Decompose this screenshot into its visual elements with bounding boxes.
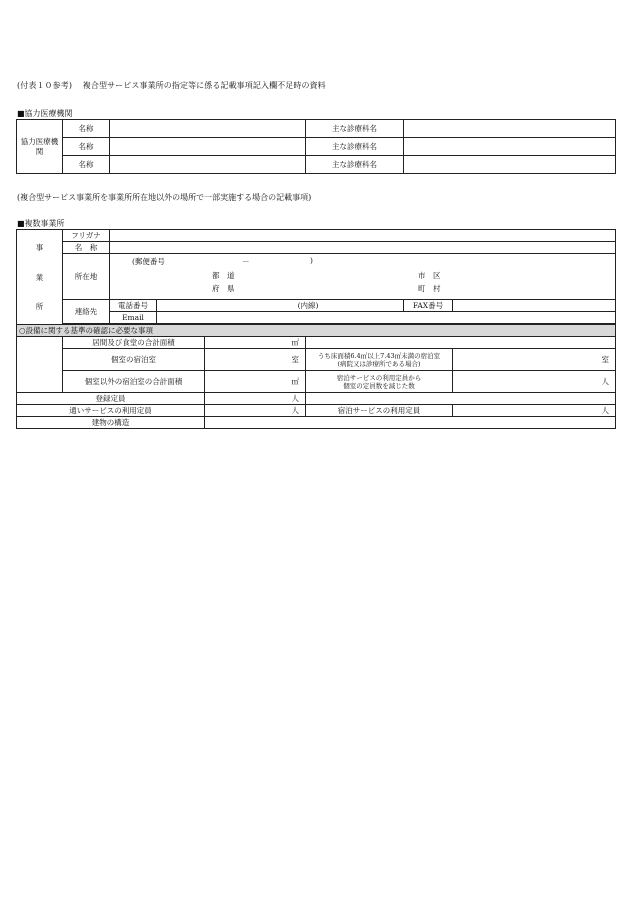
private-rooms-unit: 室 <box>291 355 299 364</box>
registered-blank <box>306 393 616 405</box>
postal-label: (郵便番号 <box>132 257 165 266</box>
name-field-3[interactable] <box>110 156 306 174</box>
other-area-label: 個室以外の宿泊室の合計面積 <box>63 371 205 393</box>
name-field-1[interactable] <box>110 120 306 138</box>
stay-users-unit: 人 <box>601 406 610 415</box>
ext-label: (内線) <box>297 301 319 310</box>
stay-users-minus-unit: 人 <box>601 377 610 386</box>
note-text: (複合型サービス事業所を事業所所在地以外の場所で一部実施する場合の記載事項) <box>17 193 312 202</box>
section-title-cooperating-medical: ■協力医療機関 <box>17 109 73 118</box>
office-label-char-3: 所 <box>35 302 44 311</box>
stay-users-label: 宿泊サービスの利用定員 <box>306 405 453 417</box>
small-rooms-line2: (病院又は診療所である場合) <box>337 359 421 368</box>
building-field[interactable] <box>205 417 616 429</box>
other-area-field[interactable] <box>205 371 306 393</box>
to-do-label: 都 道 <box>212 271 235 280</box>
facility-heading: ○設備に関する基準の確認に必要な事項 <box>17 325 616 337</box>
postal-dash: － <box>242 257 250 266</box>
stay-users-field[interactable] <box>453 405 616 417</box>
email-label: Email <box>110 312 157 324</box>
email-field[interactable] <box>157 312 616 324</box>
postal-close: ) <box>310 256 313 265</box>
cooperating-medical-header <box>17 120 63 174</box>
name-label-3: 名称 <box>63 156 110 174</box>
other-area-unit: ㎡ <box>291 377 299 386</box>
stay-users-minus-line2: 個室の定員数を減じた数 <box>343 381 415 390</box>
day-users-label: 通いサービスの利用定員 <box>17 405 205 417</box>
living-area-label: 居間及び食堂の合計面積 <box>63 337 205 349</box>
fax-field[interactable] <box>453 300 616 312</box>
building-label: 建物の構造 <box>17 417 205 429</box>
living-area-field[interactable] <box>205 337 306 349</box>
phone-label: 電話番号 <box>110 300 157 312</box>
fu-ken-label: 府 県 <box>212 284 235 293</box>
fax-label: FAX番号 <box>404 300 453 312</box>
name-label-2: 名称 <box>63 138 110 156</box>
living-area-unit: ㎡ <box>291 338 299 347</box>
office-name-label: 名 称 <box>63 242 110 254</box>
facility-blank-cell <box>17 337 63 393</box>
registered-label: 登録定員 <box>17 393 205 405</box>
dept-label-2: 主な診療科名 <box>306 138 404 156</box>
furigana-label: フリガナ <box>63 230 110 242</box>
registered-field[interactable] <box>205 393 306 405</box>
dept-field-1[interactable] <box>404 120 616 138</box>
cooperating-medical-table <box>16 119 616 174</box>
location-field[interactable] <box>110 254 616 300</box>
day-users-field[interactable] <box>205 405 306 417</box>
dept-field-2[interactable] <box>404 138 616 156</box>
private-rooms-label: 個室の宿泊室 <box>63 349 205 371</box>
dept-label-1: 主な診療科名 <box>306 120 404 138</box>
private-rooms-field[interactable] <box>205 349 306 371</box>
contact-label: 連絡先 <box>63 300 110 324</box>
office-label-char-1: 事 <box>35 243 44 252</box>
name-label-1: 名称 <box>63 120 110 138</box>
page-header: (付表１０参考) 複合型サービス事業所の指定等に係る記載事項記入欄不足時の資料 <box>17 81 326 90</box>
small-rooms-field[interactable] <box>453 349 616 371</box>
small-rooms-label <box>306 349 453 371</box>
day-users-unit: 人 <box>291 406 299 415</box>
living-area-blank <box>306 337 616 349</box>
phone-field[interactable] <box>157 300 404 312</box>
small-rooms-line1: うち床面積6.4㎡以上7.43㎡未満の宿泊室 <box>317 351 441 360</box>
stay-users-minus-label <box>306 371 453 393</box>
cooperating-medical-label: 協力医療機関 <box>20 136 59 156</box>
location-label: 所在地 <box>63 254 110 300</box>
dept-field-3[interactable] <box>404 156 616 174</box>
name-field-2[interactable] <box>110 138 306 156</box>
office-label-cell <box>17 230 63 325</box>
stay-users-minus-line1: 宿泊サービスの利用定員から <box>336 373 422 382</box>
stay-users-minus-field[interactable] <box>453 371 616 393</box>
section-title-multiple-offices: ■複数事業所 <box>17 219 65 228</box>
small-rooms-unit: 室 <box>601 355 610 364</box>
registered-unit: 人 <box>291 394 299 403</box>
shi-ku-label: 市 区 <box>418 271 441 280</box>
office-label-char-2: 業 <box>35 272 44 282</box>
cho-son-label: 町 村 <box>418 284 441 293</box>
multiple-offices-table <box>16 229 616 429</box>
dept-label-3: 主な診療科名 <box>306 156 404 174</box>
furigana-field[interactable] <box>110 230 616 242</box>
office-name-field[interactable] <box>110 242 616 254</box>
